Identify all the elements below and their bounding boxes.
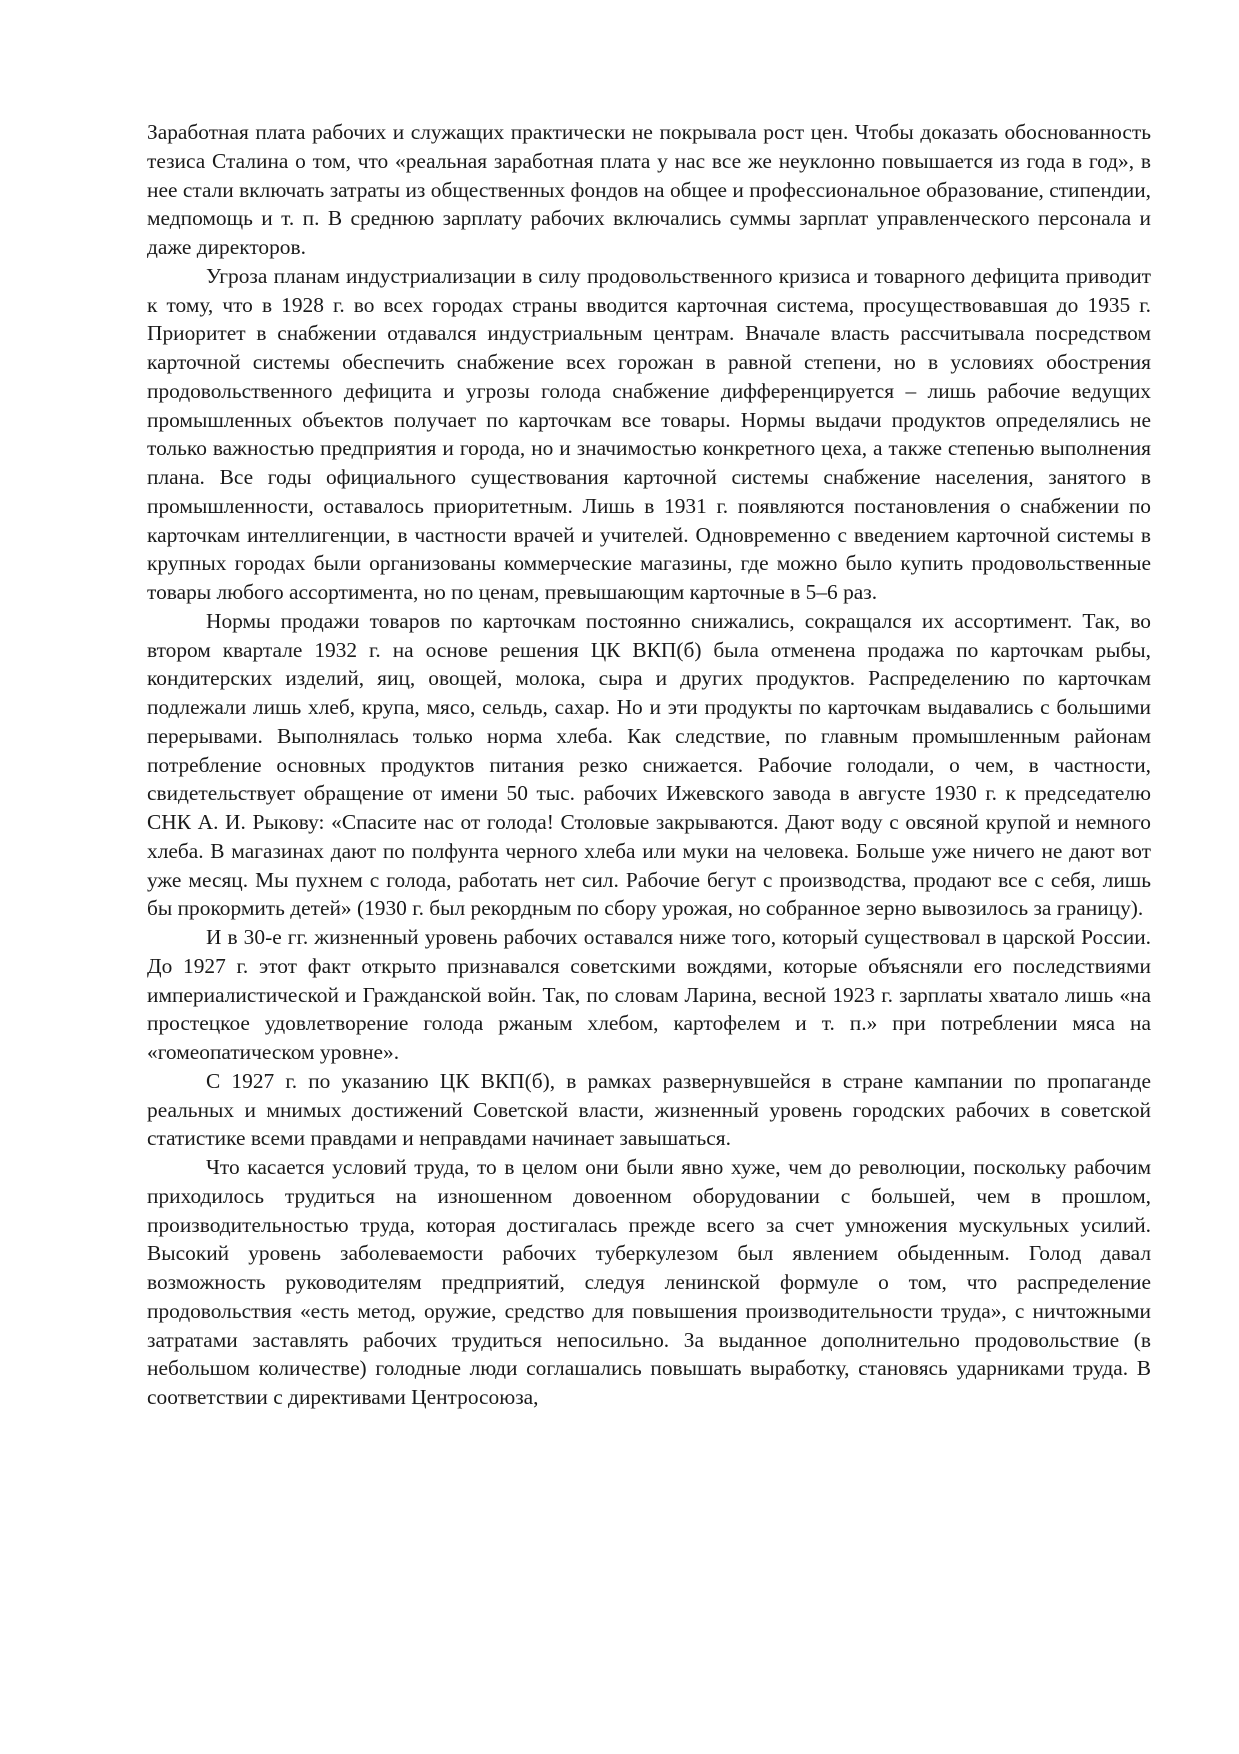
paragraph-1: Заработная плата рабочих и служащих практически не покрывала рост цен. Чтобы доказать обоснованность тезиса Сталина о том, что «реальная заработная плата у нас все же неуклонно повышается из года в год», в нее стали включать затраты из общественных фондов на общее и профессиональное образование, стипендии, медпомощь и т. п. В среднюю зарплату рабочих включались суммы зарплат управленческого персонала и даже директоров. [147, 120, 1151, 259]
document-page [147, 118, 1151, 1412]
paragraph-6: Что касается условий труда, то в целом они были явно хуже, чем до революции, поскольку рабочим приходилось трудиться на изношенном довоенном оборудовании с большей, чем в прошлом, производительностью труда, которая достигалась прежде всего за счет умножения мускульных усилий. Высокий уровень заболеваемости рабочих туберкулезом был явлением обыденным. Голод давал возможность руководителям предприятий, следуя ленинской формуле о том, что распределение продовольствия «есть метод, оружие, средство для повышения производительности труда», с ничтожными затратами заставлять рабочих трудиться непосильно. За выданное дополнительно продовольствие (в небольшом количестве) голодные люди соглашались повышать выработку, становясь ударниками труда. В соответствии с директивами Центросоюза, [147, 1155, 1151, 1409]
paragraph-3: Нормы продажи товаров по карточкам постоянно снижались, сокращался их ассортимент. Так, во втором квартале 1932 г. на основе решения ЦК ВКП(б) была отменена продажа по карточкам рыбы, кондитерских изделий, яиц, овощей, молока, сыра и других продуктов. Распределению по карточкам подлежали лишь хлеб, крупа, мясо, сельдь, сахар. Но и эти продукты по карточкам выдавались с большими перерывами. Выполнялась только норма хлеба. Как следствие, по главным промышленным районам потребление основных продуктов питания резко снижается. Рабочие голодали, о чем, в частности, свидетельствует обращение от имени 50 тыс. рабочих Ижевского завода в августе 1930 г. к председателю СНК А. И. Рыкову: «Спасите нас от голода! Столовые закрываются. Дают воду с овсяной крупой и немного хлеба. В магазинах дают по полфунта черного хлеба или муки на человека. Больше уже ничего не дают вот уже месяц. Мы пухнем с голода, работать нет сил. Рабочие бегут с производства, продают все с себя, лишь бы прокормить детей» (1930 г. был рекордным по сбору урожая, но собранное зерно вывозилось за границу). [147, 608, 1151, 921]
paragraph-2: Угроза планам индустриализации в силу продовольственного кризиса и товарного дефицита приводит к тому, что в 1928 г. во всех городах страны вводится карточная система, просуществовавшая до 1935 г. Приоритет в снабжении отдавался индустриальным центрам. Вначале власть рассчитывала посредством карточной системы обеспечить снабжение всех горожан в равной степени, но в условиях обострения продовольственного дефицита и угрозы голода снабжение дифференцируется – лишь рабочие ведущих промышленных объектов получает по карточкам все товары. Нормы выдачи продуктов определялись не только важностью предприятия и города, но и значимостью конкретного цеха, а также степенью выполнения плана. Все годы официального существования карточной системы снабжение населения, занятого в промышленности, оставалось приоритетным. Лишь в 1931 г. появляются постановления о снабжении по карточкам интеллигенции, в частности врачей и учителей. Одновременно с введением карточной системы в крупных городах были организованы коммерческие магазины, где можно было купить продовольственные товары любого ассортимента, но по ценам, превышающим карточные в 5–6 раз. [147, 263, 1151, 604]
paragraph-4: И в 30-е гг. жизненный уровень рабочих оставался ниже того, который существовал в царской России. До 1927 г. этот факт открыто признавался советскими вождями, которые объясняли его последствиями империалистической и Гражданской войн. Так, по словам Ларина, весной 1923 г. зарплаты хватало лишь «на простецкое удовлетворение голода ржаным хлебом, картофелем и т. п.» при потреблении мяса на «гомеопатическом уровне». [147, 925, 1151, 1064]
paragraph-5: С 1927 г. по указанию ЦК ВКП(б), в рамках развернувшейся в стране кампании по пропаганде реальных и мнимых достижений Советской власти, жизненный уровень городских рабочих в советской статистике всеми правдами и неправдами начинает завышаться. [147, 1068, 1151, 1151]
